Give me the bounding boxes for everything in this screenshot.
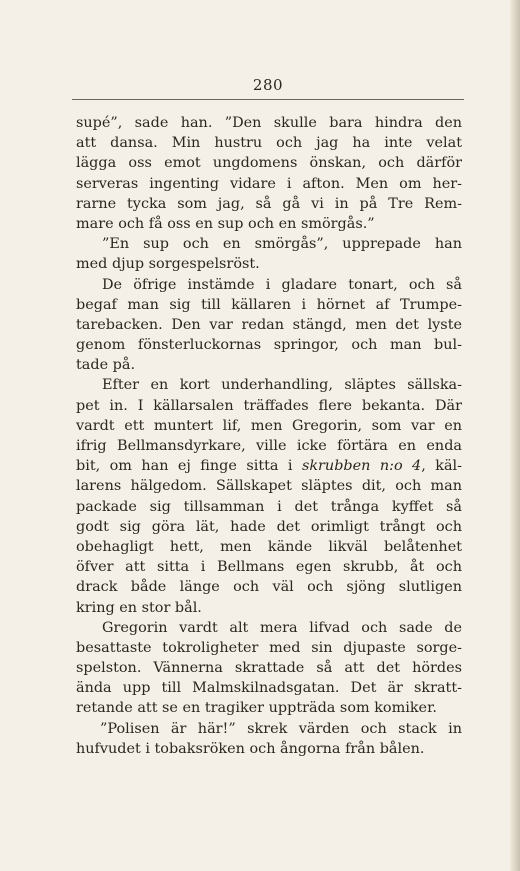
text-line: godt sig göra lät, hade det orimligt trångt och	[76, 518, 462, 535]
text-line: packade sig tillsamman i det trånga kyffet så	[76, 498, 462, 515]
text-line: serveras ingenting vidare i afton. Men om her-	[76, 175, 462, 192]
page-header	[72, 74, 464, 100]
text-line: tade på.	[76, 357, 136, 374]
text-line: Efter en kort underhandling, släptes sällska-	[102, 377, 462, 394]
text-line: ifrig Bellmansdyrkare, ville icke förtära en enda	[76, 438, 462, 454]
text-line: drack både länge och väl och sjöng slutligen	[76, 579, 462, 596]
text-line: rarne tycka som jag, så gå vi in på Tre Rem-	[76, 195, 462, 212]
page-number: 280	[252, 76, 284, 94]
text-line: ”Polisen är här!” skrek värden och stack in	[100, 720, 462, 737]
text-line: retande att se en tragiker uppträda som komiker.	[76, 700, 437, 717]
text-line: med djup sorgespelsröst.	[76, 256, 260, 273]
text-line: kring en stor bål.	[76, 599, 202, 616]
text-line: ”En sup och en smörgås”, upprepade han	[102, 236, 462, 253]
text-line: lägga oss emot ungdomens önskan, och därför	[76, 155, 462, 172]
text-line: vardt ett muntert lif, men Gregorin, som var en	[76, 417, 462, 434]
text-line: supé”, sade han. ”Den skulle bara hindra den	[76, 115, 462, 131]
italic-phrase: skrubben n:o 4	[301, 458, 422, 475]
text-line: obehagligt hett, men kände likväl belåtenhet	[76, 538, 462, 555]
text-segment: , käl-	[421, 458, 462, 475]
text-line: hufvudet i tobaksröken och ångorna från bålen.	[76, 740, 425, 757]
text-line: att dansa. Min hustru och jag ha inte velat	[76, 135, 462, 152]
text-line: De öfrige instämde i gladare tonart, och så	[102, 276, 462, 293]
text-line: besattaste tokroligheter med sin djupaste sorge-	[76, 639, 462, 656]
text-line: tarebacken. Den var redan stängd, men det lyste	[76, 316, 462, 333]
text-line: mare och få oss en sup och en smörgås.”	[76, 215, 375, 232]
body-text	[76, 113, 462, 759]
text-line: ända upp till Malmskilnadsgatan. Det är skratt-	[76, 680, 462, 697]
text-line: Gregorin vardt alt mera lifvad och sade de	[102, 619, 462, 636]
text-line: pet in. I källarsalen träffades flere bekanta. Där	[76, 397, 462, 414]
text-line: larens hälgedom. Sällskapet släptes dit, och man	[76, 478, 462, 495]
text-segment: bit, om han ej finge sitta i	[76, 458, 302, 475]
header-rule	[72, 99, 464, 100]
text-line: öfver att sitta i Bellmans egen skrubb, åt och	[76, 559, 462, 576]
text-line	[76, 456, 462, 476]
text-line: spelston. Vännerna skrattade så att det hördes	[76, 660, 462, 677]
page-edge	[510, 0, 520, 871]
text-line: genom fönsterluckornas springor, och man bul-	[76, 337, 462, 354]
text-line: begaf man sig till källaren i hörnet af Trumpe-	[76, 296, 462, 313]
